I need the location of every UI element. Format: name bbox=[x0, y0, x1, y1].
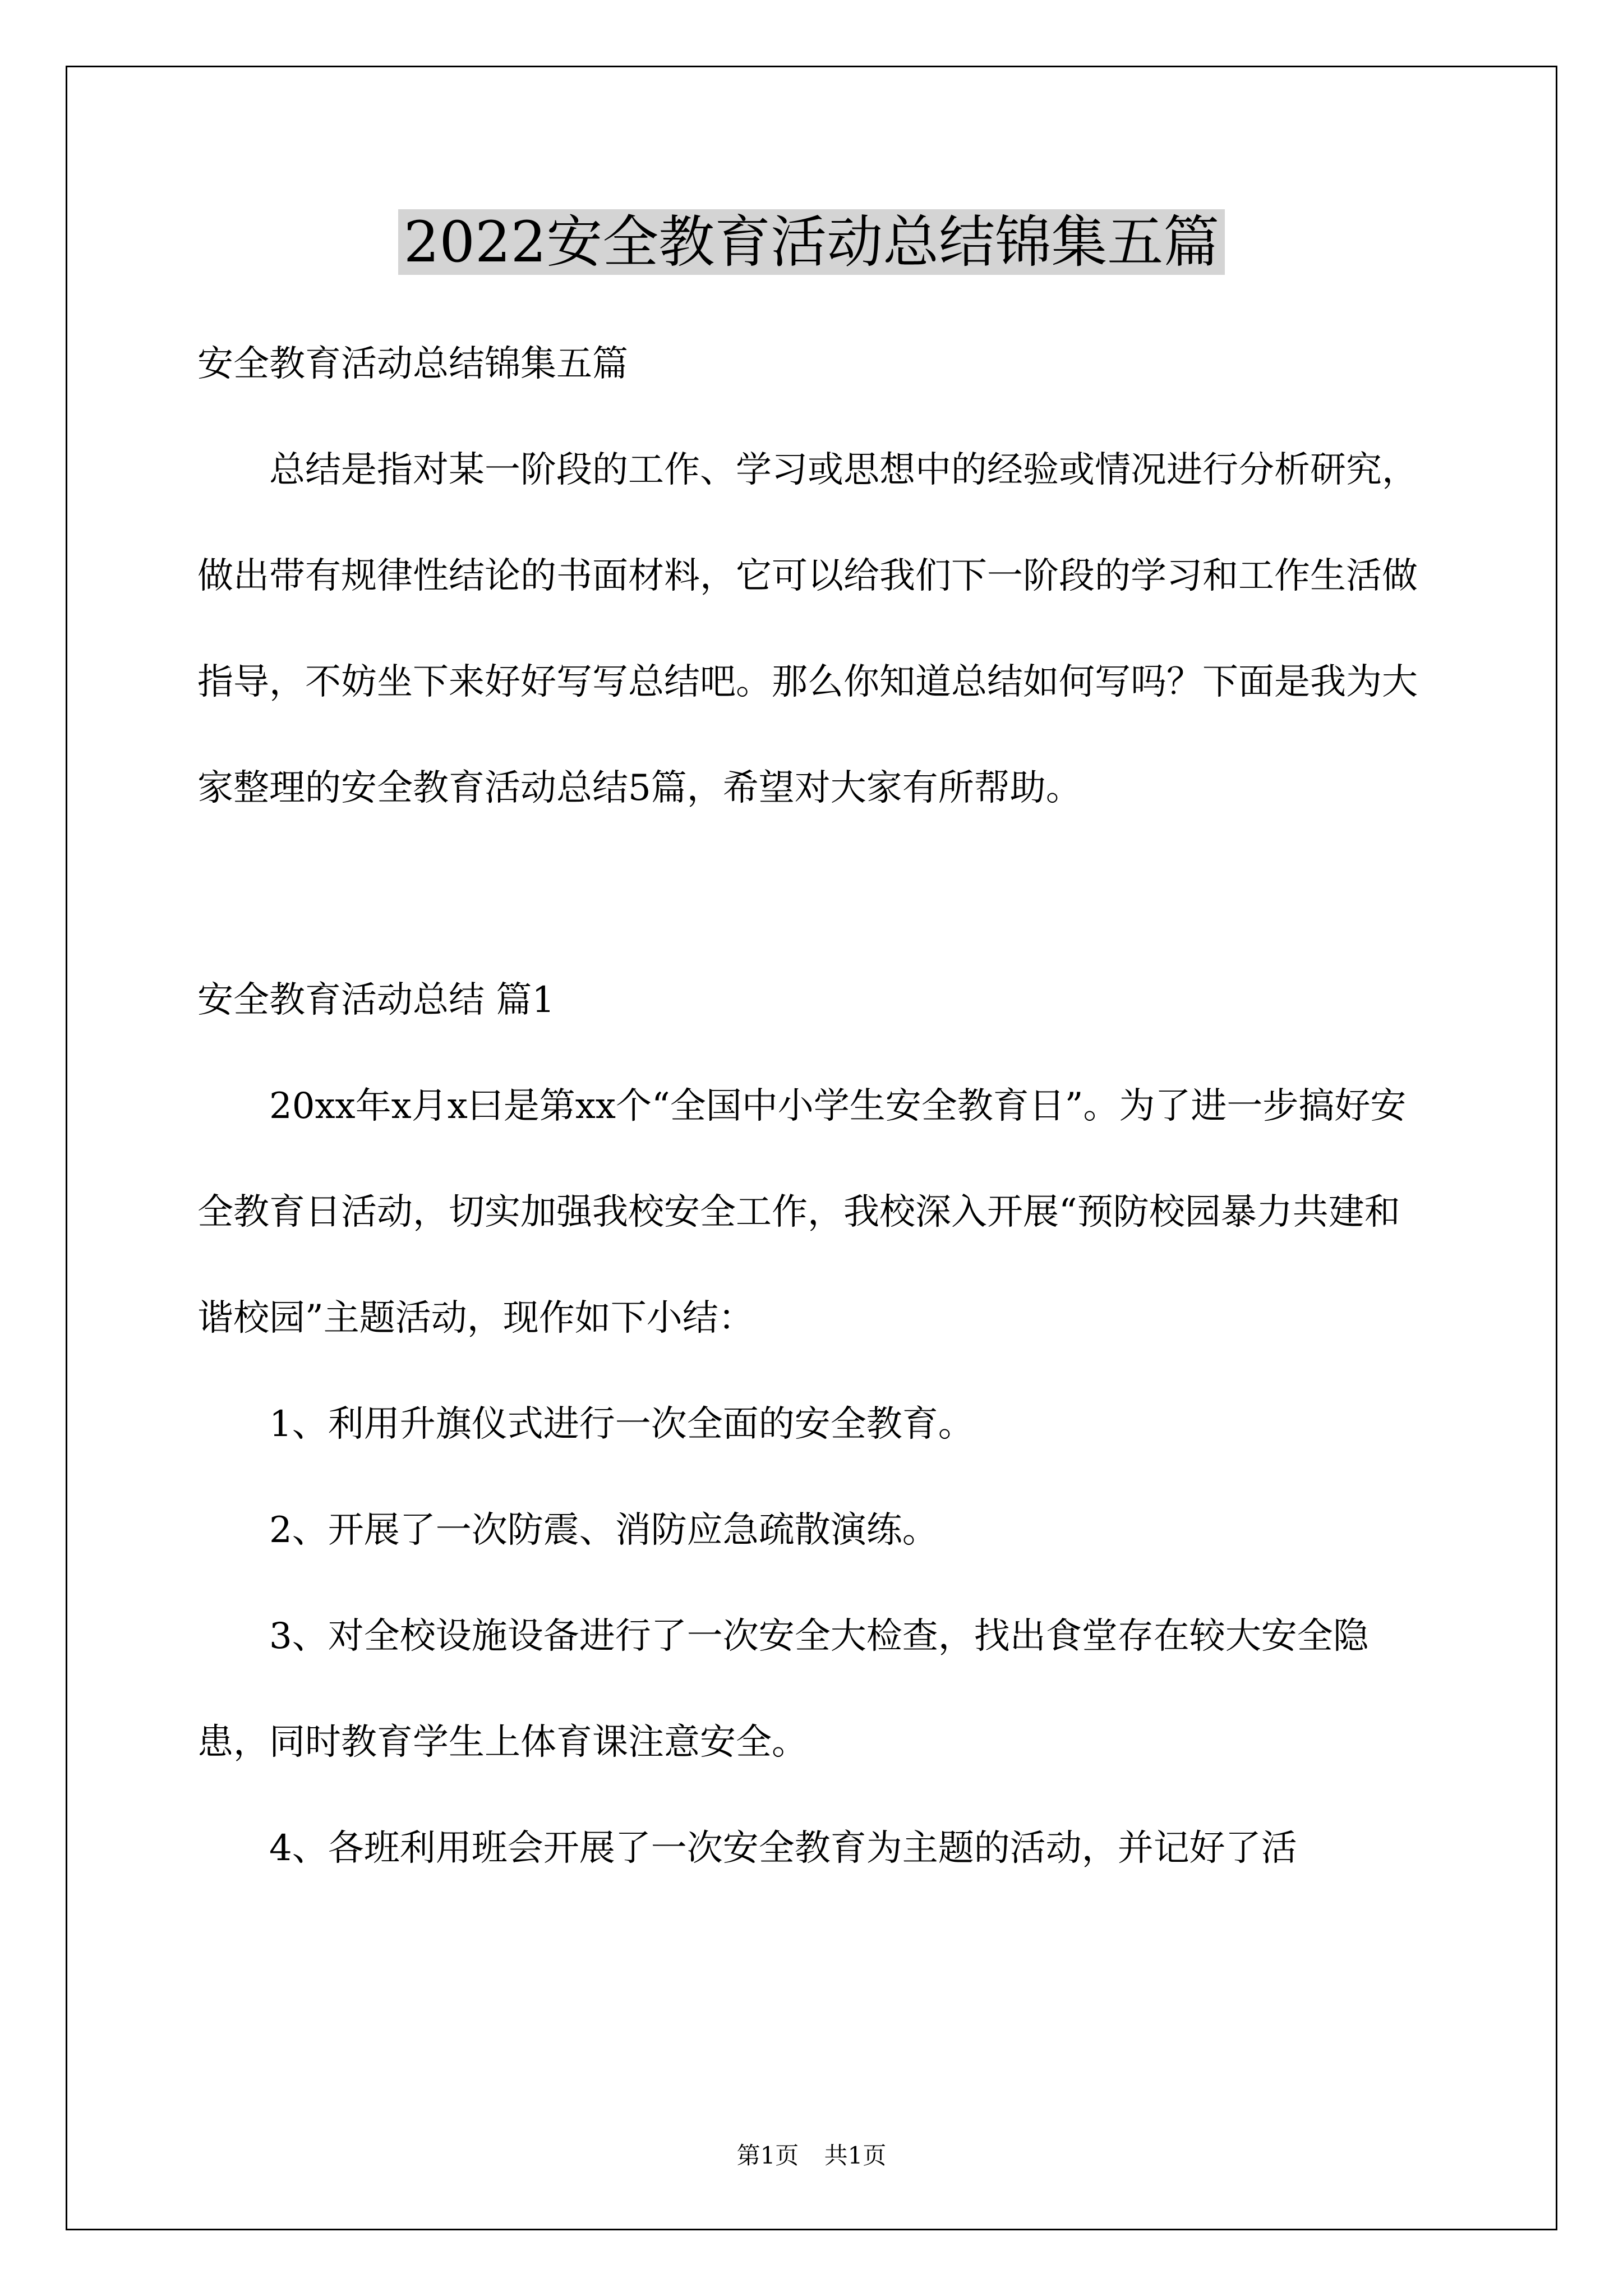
document-subtitle: 安全教育活动总结锦集五篇 bbox=[197, 343, 628, 385]
section-heading: 安全教育活动总结 篇1 bbox=[197, 979, 555, 1021]
section-spacer bbox=[197, 841, 1431, 947]
list-item: 3、对全校设施设备进行了一次安全大检查，找出食堂存在较大安全隐患，同时教育学生上体育课注意安全。 bbox=[197, 1616, 1369, 1763]
document-title bbox=[0, 203, 1623, 282]
page-number-current: 第1页 bbox=[736, 2142, 799, 2169]
list-item: 4、各班利用班会开展了一次安全教育为主题的活动，并记好了活 bbox=[269, 1828, 1297, 1869]
document-body bbox=[197, 311, 1431, 1902]
intro-paragraph: 总结是指对某一阶段的工作、学习或思想中的经验或情况进行分析研究，做出带有规律性结论的书面材料，它可以给我们下一阶段的学习和工作生活做指导，不妨坐下来好好写写总结吧。那么你知道总结如何写吗？下面是我为大家整理的安全教育活动总结5篇，希望对大家有所帮助。 bbox=[197, 449, 1418, 809]
body-paragraph: 20xx年x月x曰是第xx个“全国中小学生安全教育日”。为了进一步搞好安全教育日活动，切实加强我校安全工作，我校深入开展“预防校园暴力共建和谐校园”主题活动，现作如下小结： bbox=[197, 1085, 1407, 1339]
page-number-total: 共1页 bbox=[824, 2142, 887, 2169]
document-title-text: 2022安全教育活动总结锦集五篇 bbox=[398, 209, 1225, 275]
page-footer bbox=[0, 2139, 1623, 2173]
list-item: 2、开展了一次防震、消防应急疏散演练。 bbox=[269, 1510, 938, 1551]
list-item: 1、利用升旗仪式进行一次全面的安全教育。 bbox=[269, 1404, 974, 1445]
